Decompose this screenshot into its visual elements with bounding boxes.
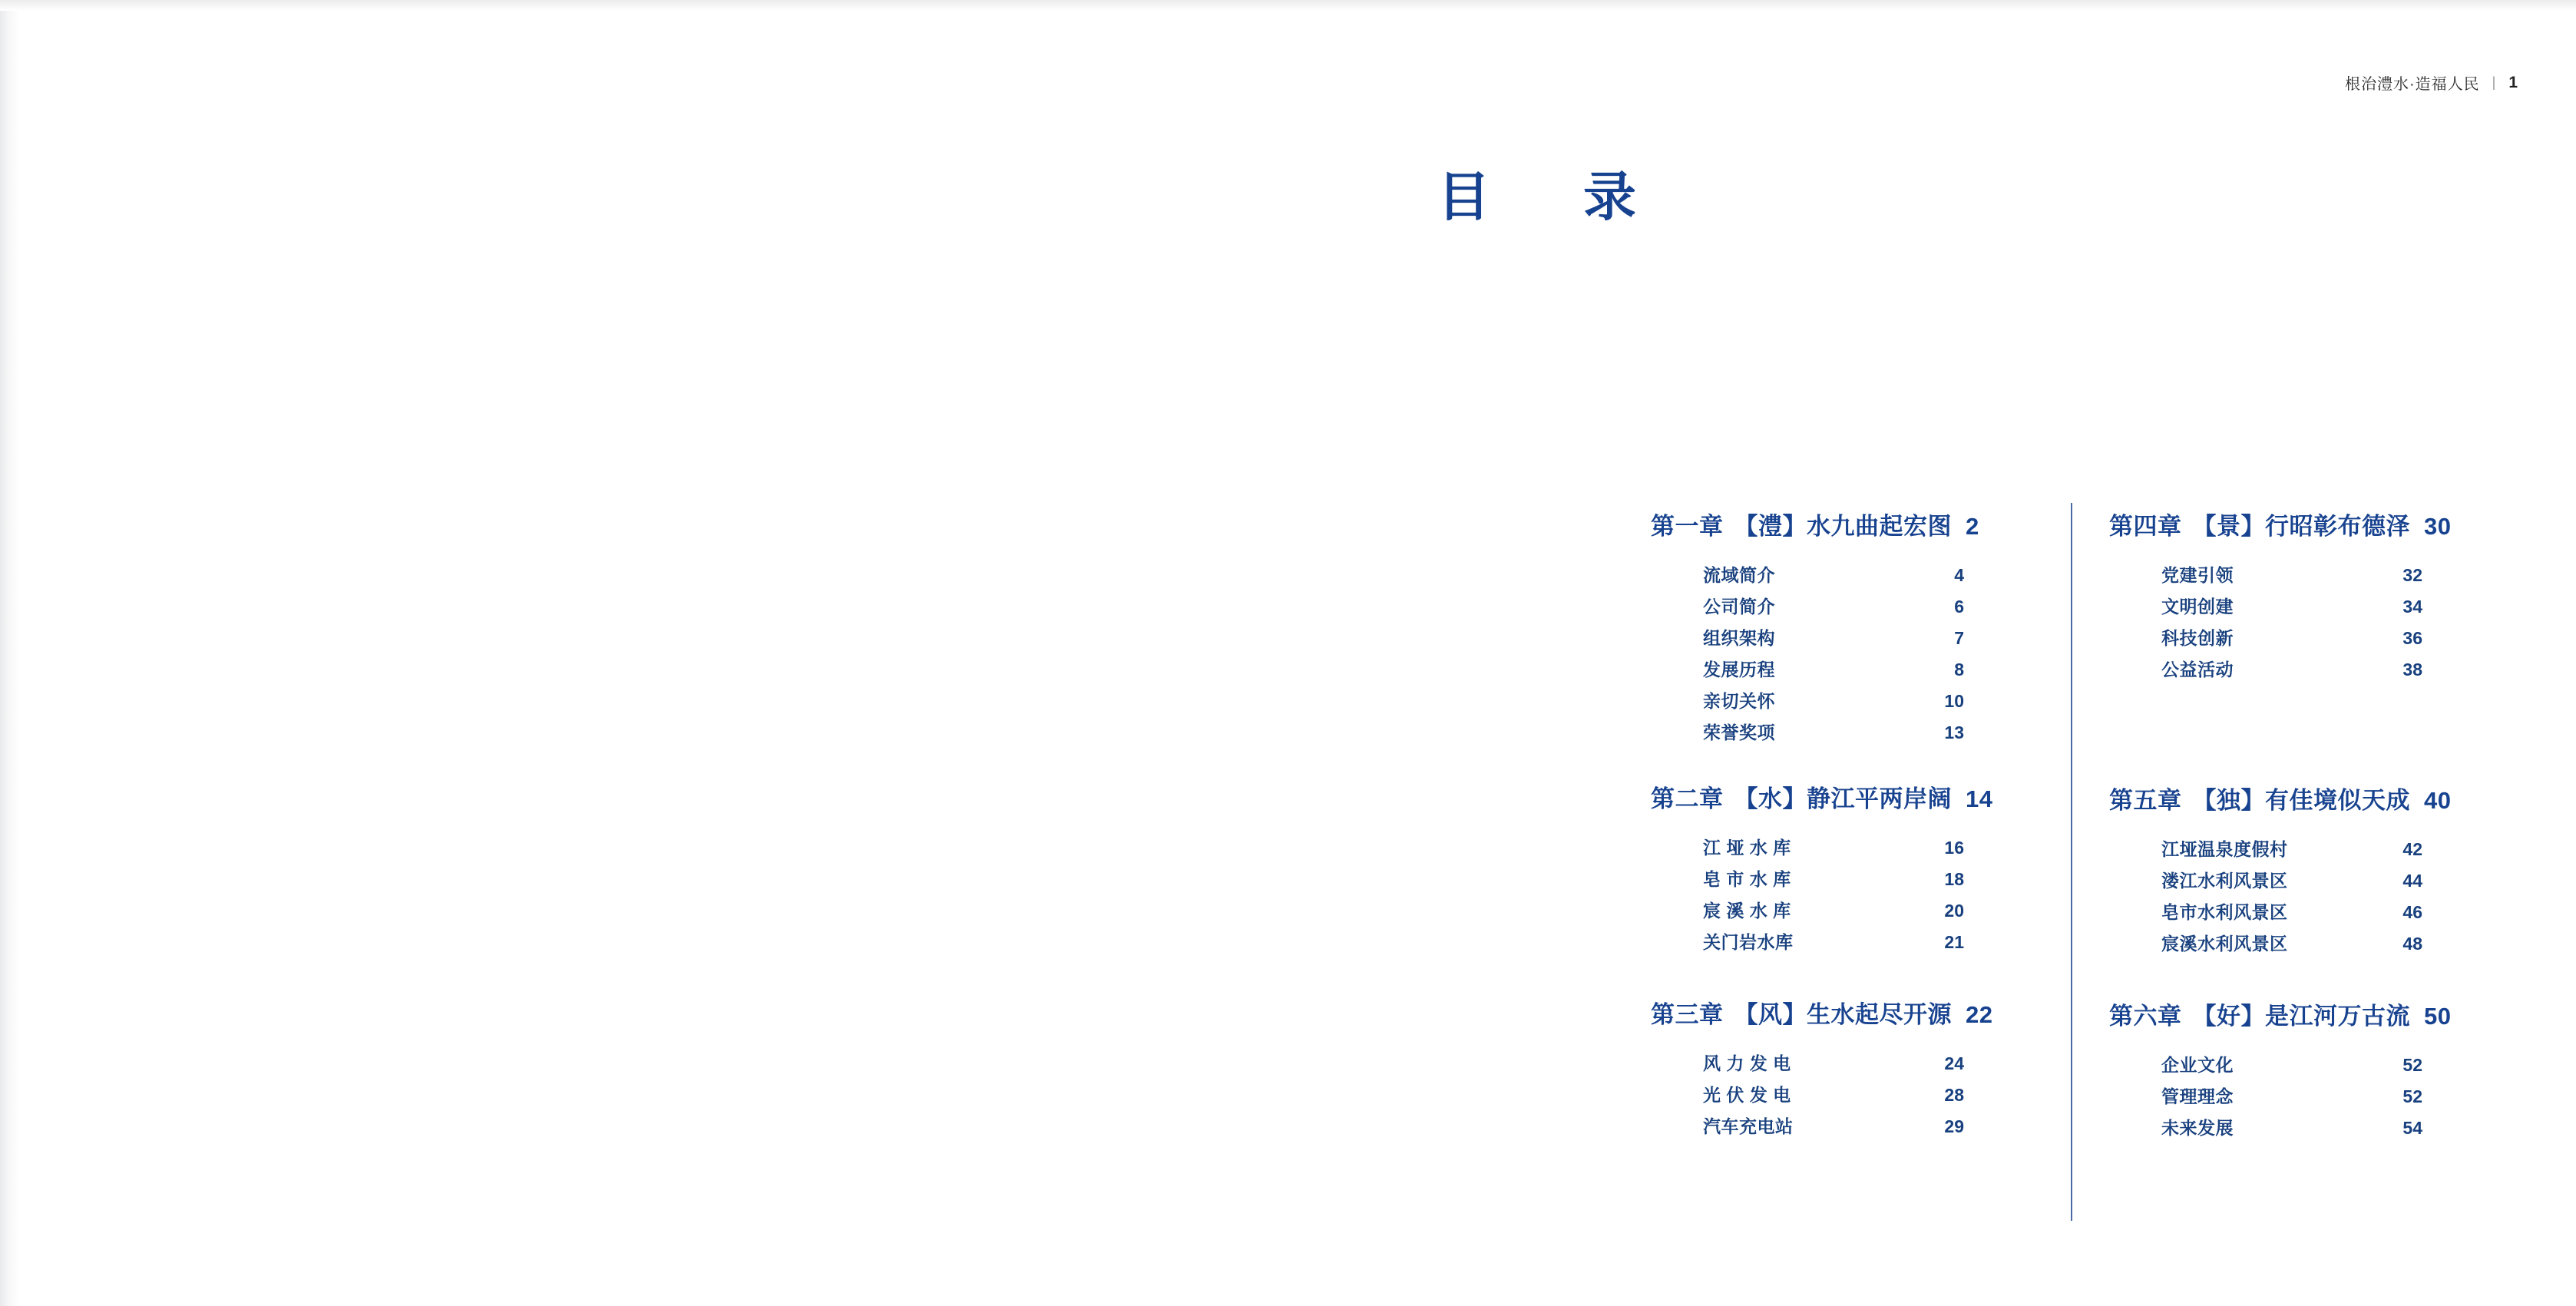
- running-header: [2345, 71, 2518, 94]
- chapter-block: [1651, 507, 2015, 749]
- toc-entry[interactable]: [2161, 591, 2422, 623]
- toc-entry[interactable]: [2161, 834, 2422, 865]
- chapter-heading[interactable]: [1651, 507, 2015, 541]
- toc-columns: [1651, 507, 2503, 1144]
- chapter-number: 第六章: [2109, 1003, 2182, 1030]
- toc-entry-label: 未来发展: [2161, 1118, 2234, 1138]
- chapter-page: 14: [1966, 785, 1993, 812]
- toc-entry[interactable]: [1703, 864, 1964, 895]
- toc-entry-label: 管理理念: [2161, 1086, 2234, 1106]
- toc-entry[interactable]: [1703, 654, 1964, 686]
- toc-entry-page: 36: [2402, 628, 2422, 648]
- running-header-title: 根治澧水·造福人民: [2344, 76, 2480, 93]
- toc-entry-label: 皂市水利风景区: [2161, 902, 2288, 922]
- chapter-page: 40: [2424, 787, 2452, 814]
- toc-entry-label: 宸溪水利风景区: [2161, 934, 2288, 954]
- toc-entry-label: 企业文化: [2161, 1055, 2234, 1075]
- page-title: 目 录: [1437, 167, 1656, 226]
- chapter-heading[interactable]: [2109, 997, 2474, 1031]
- toc-entry-label: 荣誉奖项: [1703, 722, 1775, 742]
- toc-entry[interactable]: [2161, 897, 2422, 928]
- toc-entry[interactable]: [2161, 623, 2422, 654]
- toc-entry-label: 公益活动: [2161, 660, 2234, 679]
- toc-column-left: [1651, 507, 2015, 1144]
- chapter-title: 【风】生水起尽开源: [1734, 1001, 1952, 1028]
- toc-entry-page: 29: [1944, 1116, 1964, 1136]
- toc-entry-page: 52: [2402, 1055, 2422, 1075]
- chapter-title: 【澧】水九曲起宏图: [1734, 513, 1952, 540]
- toc-entry-page: 46: [2402, 902, 2422, 922]
- toc-entry-page: 54: [2402, 1118, 2422, 1138]
- toc-entry[interactable]: [1703, 591, 1964, 623]
- toc-entry[interactable]: [1703, 717, 1964, 749]
- chapter-page: 50: [2424, 1003, 2452, 1030]
- toc-entry[interactable]: [1703, 832, 1964, 864]
- toc-entry-page: 32: [2402, 565, 2422, 585]
- chapter-page: 30: [2424, 513, 2452, 540]
- chapter-heading[interactable]: [2109, 781, 2474, 815]
- toc-entry-page: 42: [2402, 839, 2422, 859]
- chapter-entries: [1703, 832, 1964, 958]
- toc-entry-page: 4: [1954, 565, 1964, 585]
- toc-entry-page: 34: [2402, 597, 2422, 617]
- toc-entry-page: 6: [1954, 597, 1964, 617]
- chapter-block: [2109, 507, 2474, 686]
- toc-entry-label: 汽车充电站: [1703, 1116, 1794, 1136]
- chapter-entries: [1703, 1048, 1964, 1142]
- toc-entry-page: 8: [1954, 660, 1964, 679]
- toc-entry[interactable]: [2161, 1113, 2422, 1144]
- chapter-entries: [1703, 560, 1964, 749]
- toc-entry-page: 16: [1944, 838, 1964, 858]
- toc-entry[interactable]: [2161, 865, 2422, 897]
- toc-column-right: [2063, 507, 2474, 1144]
- toc-entry-page: 28: [1944, 1085, 1964, 1105]
- toc-entry-label: 溇江水利风景区: [2161, 871, 2288, 891]
- toc-entry[interactable]: [1703, 1080, 1964, 1111]
- toc-entry[interactable]: [2161, 1081, 2422, 1113]
- page-gutter-shading: [0, 0, 20, 1306]
- chapter-entries: [2161, 834, 2422, 960]
- toc-entry-label: 组织架构: [1703, 628, 1775, 648]
- toc-entry-label: 流域简介: [1703, 565, 1775, 585]
- chapter-title: 【好】是江河万古流: [2192, 1003, 2410, 1030]
- toc-entry-page: 48: [2402, 934, 2422, 954]
- toc-entry-label: 发展历程: [1703, 660, 1775, 679]
- toc-entry-page: 24: [1944, 1053, 1964, 1073]
- toc-entry[interactable]: [1703, 1048, 1964, 1080]
- page-number: 1: [2508, 73, 2518, 91]
- toc-entry-label: 党建引领: [2161, 565, 2234, 585]
- chapter-heading[interactable]: [1651, 995, 2015, 1030]
- toc-entry-label: 文明创建: [2161, 597, 2234, 617]
- chapter-block: [2109, 781, 2474, 960]
- toc-entry[interactable]: [1703, 895, 1964, 927]
- toc-entry[interactable]: [1703, 560, 1964, 591]
- chapter-title: 【水】静江平两岸阔: [1734, 785, 1952, 812]
- toc-entry-label: 风 力 发 电: [1703, 1053, 1791, 1073]
- toc-entry-page: 13: [1944, 722, 1964, 742]
- toc-entry-label: 科技创新: [2161, 628, 2234, 648]
- toc-entry[interactable]: [1703, 686, 1964, 717]
- chapter-number: 第三章: [1651, 1001, 1724, 1028]
- toc-entry-label: 江垭温泉度假村: [2161, 839, 2288, 859]
- toc-entry-page: 21: [1944, 932, 1964, 952]
- chapter-title: 【景】行昭彰布德泽: [2192, 513, 2410, 540]
- chapter-number: 第二章: [1651, 785, 1724, 812]
- chapter-entries: [2161, 1050, 2422, 1144]
- chapter-block: [2109, 997, 2474, 1144]
- toc-entry-page: 38: [2402, 660, 2422, 679]
- chapter-block: [1651, 995, 2015, 1142]
- toc-entry[interactable]: [1703, 927, 1964, 958]
- toc-entry-label: 皂 市 水 库: [1703, 869, 1791, 889]
- toc-entry[interactable]: [1703, 623, 1964, 654]
- toc-entry-label: 宸 溪 水 库: [1703, 901, 1791, 921]
- toc-entry[interactable]: [2161, 928, 2422, 960]
- toc-entry-page: 18: [1944, 869, 1964, 889]
- chapter-number: 第五章: [2109, 787, 2182, 814]
- toc-entry[interactable]: [2161, 654, 2422, 686]
- toc-entry[interactable]: [2161, 1050, 2422, 1081]
- toc-entry-label: 公司简介: [1703, 597, 1775, 617]
- toc-entry-page: 10: [1944, 691, 1964, 711]
- chapter-number: 第四章: [2109, 513, 2182, 540]
- toc-entry[interactable]: [1703, 1111, 1964, 1142]
- chapter-block: [1651, 779, 2015, 958]
- chapter-title: 【独】有佳境似天成: [2192, 787, 2410, 814]
- running-header-separator: |: [2492, 74, 2497, 90]
- toc-entry-page: 44: [2402, 871, 2422, 891]
- toc-entry-label: 光 伏 发 电: [1703, 1085, 1791, 1105]
- toc-entry-page: 20: [1944, 901, 1964, 921]
- chapter-entries: [2161, 560, 2422, 686]
- page-top-shading: [0, 0, 2576, 11]
- chapter-page: 22: [1966, 1001, 1993, 1028]
- chapter-number: 第一章: [1651, 513, 1724, 540]
- toc-entry-label: 亲切关怀: [1703, 691, 1775, 711]
- toc-entry-label: 关门岩水库: [1703, 932, 1794, 952]
- chapter-page: 2: [1966, 513, 1979, 540]
- chapter-heading[interactable]: [2109, 507, 2474, 541]
- chapter-heading[interactable]: [1651, 779, 2015, 814]
- toc-entry-page: 7: [1954, 628, 1964, 648]
- toc-entry[interactable]: [2161, 560, 2422, 591]
- toc-entry-label: 江 垭 水 库: [1703, 838, 1791, 858]
- toc-entry-page: 52: [2402, 1086, 2422, 1106]
